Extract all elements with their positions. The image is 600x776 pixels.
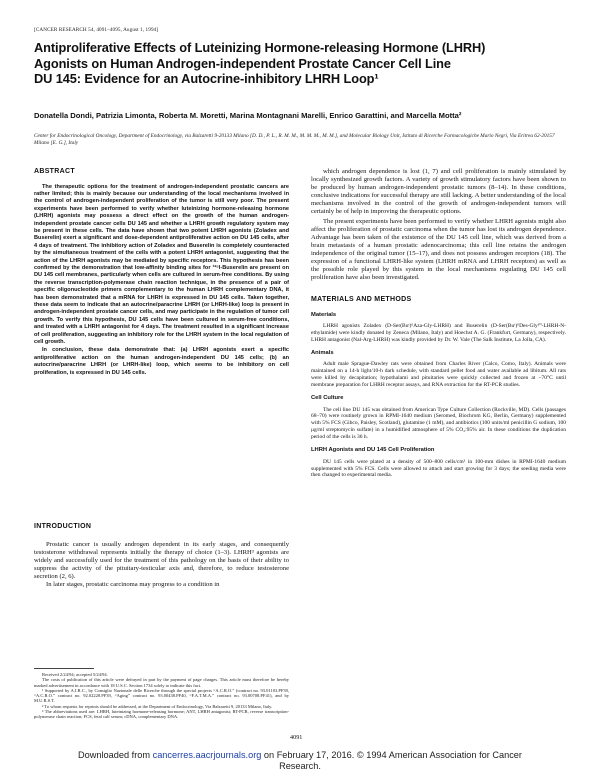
introduction-section	[34, 541, 289, 589]
page-number: 4091	[290, 734, 303, 741]
methods-cell-culture	[311, 395, 566, 441]
footnote: ² To whom requests for reprints should be addressed, at the Department of Endocrinology, Via Balzaretti 9, 20133 Milano, Italy.	[42, 703, 273, 709]
subsection-heading: LHRH Agonists and DU 145 Cell Proliferation	[311, 447, 435, 454]
author-list: Donatella Dondi, Patrizia Limonta, Roberta M. Moretti, Marina Montagnani Marelli, Enrico Garattini, and Marcella Motta²	[34, 111, 462, 120]
methods-proliferation	[311, 447, 566, 479]
abstract-paragraph: In conclusion, these data demonstrate that: (a) LHRH agonists exert a specific antiproliferative action on the human androgen-independent DU 145 cells; (b) an autocrine/paracrine LHRH (or LHRH-like) loop, which seems to be inhibitory on cell proliferation, is expressed in DU 145 cells.	[34, 347, 289, 376]
subsection-text: LHRH agonists Zoladex (D-Ser(Buᵗ)⁶Aza-Gly-LHRH) and Buserelin (D-Ser(Buᵗ)⁶Des-Gly¹⁰-LHRH-N-ethylamide) were kindly donated by Zeneca (Milano, Italy) and Hoechst A. G. (Frankfurt, Germany), respectively. LHRH antagonist (Nal-Arg-LHRH) was kindly provided by Dr. W. Vale (The Salk Institute, La Jolla, CA).	[311, 323, 566, 343]
subsection-text: DU 145 cells were plated at a density of 500–800 cells/cm² in 100-mm dishes in RPMI-1640 medium supplemented with 5% FCS. Cells were allowed to attach and start growing for 3 days; the seeding media were then changed to experimental media.	[311, 458, 566, 479]
download-suffix: on February 17, 2016. © 1994 American Association for Cancer	[261, 750, 522, 760]
subsection-heading: Cell Culture	[311, 394, 344, 401]
introduction-paragraph: Prostatic cancer is usually androgen dependent in its early stages, and consequently testosterone withdrawal represents initially the therapy of choice (1–3). LHRH³ agonists are widely and successfully used for the treatment of this pathology on the basis of their ability to suppress the activity of the pituitary-testicular axis and, therefore, to reduce testosterone secretion (2, 6).	[34, 541, 289, 580]
journal-link[interactable]: cancerres.aacrjournals.org	[152, 750, 262, 760]
abstract-heading: ABSTRACT	[34, 168, 75, 175]
title-line: DU 145: Evidence for an Autocrine-inhibitory LHRH Loop¹	[34, 71, 379, 87]
download-line2: Research.	[279, 761, 321, 771]
methods-materials	[311, 312, 566, 344]
download-notice	[60, 750, 540, 772]
title-line: Agonists on Human Androgen-independent Prostate Cancer Cell Line	[34, 55, 451, 71]
subsection-text: The cell line DU 145 was obtained from American Type Culture Collection (Rockville, MD). Cells (passages 68–70) were routinely grown in RPMI-1640 medium (Seromed, Biochrom KG, Berlin, Germany) supplemented with 5% FCS (Gibco, Paisley, Scotland), glutamine (1 mM), and antibiotics (100 units/ml penicillin G sodium, 100 μg/ml streptomycin sulfate) in a humidified atmosphere of 5% CO₂:95% air. In these conditions the duplication period of the cells is 36 h.	[311, 406, 566, 441]
right-column	[311, 168, 566, 479]
methods-heading: MATERIALS AND METHODS	[311, 296, 412, 303]
body-paragraph: which androgen dependence is lost (1, 7) and cell proliferation is mainly stimulated by locally synthesized growth factors. A variety of growth stimulatory factors have been shown to be produced by human androgen-independent prostatic tumors (8–14). In these conditions, conclusive indications for successful therapy are still lacking. A better understanding of the local mechanisms involved in the control of the growth of androgen-independent tumors will certainly be of help in improving the therapeutic options.	[311, 168, 566, 215]
footnote: The costs of publication of this article were defrayed in part by the payment of page charges. This article must therefore be hereby marked advertisement in accordance with 18 U.S.C. Section 1734 solely to indicate this fact.	[34, 677, 289, 688]
methods-animals	[311, 350, 566, 389]
subsection-heading: Materials	[311, 311, 337, 318]
footnote: ¹ Supported by A.I.R.C., by Consiglio Nazionale delle Ricerche through the special projects “A.C.R.O.” (contract no. 93.01103.PF39, “A.C.R.O.” contract no. 92.02228.PF39, “Aging” contract no. 93.00438.PF40, “F.A.T.M.A.” contract no. 93.00708.PF41), and by M.U.R.S.T.	[34, 687, 289, 704]
footnotes	[34, 672, 289, 720]
footnote: ³ The abbreviations used are: LHRH, luteinizing hormone-releasing hormone; ANT, LHRH antagonist; RT-PCR, reverse transcription-polymerase chain reaction; FCS, fetal calf serum; cDNA, complementary DNA.	[34, 709, 289, 720]
subsection-heading: Animals	[311, 349, 334, 356]
body-paragraph: The present experiments have been performed to verify whether LHRH agonists might also affect the proliferation of prostatic carcinoma when the tumor has lost its androgen dependence. Advantage has been taken of the existence of the DU 145 cell line, which was derived from a brain metastasis of a human prostatic adenocarcinoma; this cell line retains the androgen independence of the original tumor (15–17), and does not possess androgen receptors (18). The expression of a functional LHRH-like system (LHRH mRNA and LHRH receptors) as well as the possible role played by this system in the local mechanisms regulating DU 145 cell proliferation have also been investigated.	[311, 218, 566, 281]
subsection-text: Adult male Sprague-Dawley rats were obtained from Charles River (Calco, Como, Italy). Animals were maintained on a 14-h light/10-h dark schedule, with standard pellet food and water available ad libitum. All rats were killed by decapitation; hypothalami and pituitaries were quickly collected and frozen at −70°C until membrane preparation for LHRH receptor assays, and RNA extraction for the RT-PCR studies.	[311, 361, 566, 389]
author-affiliation: Center for Endocrinological Oncology, Department of Endocrinology, via Balzaretti 9-20133 Milano [D. D., P. L., R. M. M., M. M. M., M. M.], and Molecular Biology Unit, Istituto di Ricerche Farmacologiche Mario Negri, Via Eritrea 62-20157 Milano [E. G.], Italy	[34, 133, 555, 146]
introduction-paragraph: In later stages, prostatic carcinoma may progress to a condition in	[46, 581, 220, 588]
footnote-divider	[34, 668, 94, 669]
download-prefix: Downloaded from	[78, 750, 153, 760]
article-title	[34, 40, 564, 87]
abstract-section	[34, 168, 289, 377]
abstract-paragraph: The therapeutic options for the treatment of androgen-independent prostatic cancers are rather limited; this is mainly because our understanding of the local mechanisms involved in the control of androgen-independent proliferation of the tumor is still very poor. The present experiments have been performed to verify whether luteinizing hormone-releasing hormone (LHRH) agonists may possess a direct effect on the growth of the human androgen-independent prostate cancer cells DU 145 and whether a LHRH growth regulatory system may be present in these cells. The data have shown that two potent LHRH agonists (Zoladex and Buserelin) exert a significant and dose-dependent antiproliferative action on DU 145 cells, after 4 days of treatment. The inhibitory action of Zoladex and Buserelin is completely counteracted by the simultaneous treatment of the cells with a potent LHRH antagonist, suggesting that the action of the LHRH agonists may be mediated by specific receptors. This hypothesis has been confirmed by the demonstration that low-affinity binding sites for ¹²⁵I-Buserelin are present on DU 145 cell membranes, particularly when cells are cultured in serum-free conditions. By using the reverse transcription-polymerase chain reaction technique, in the presence of a pair of specific oligonucleotide primers complementary to the human LHRH complementary DNA, it has been demonstrated that a mRNA for LHRH is expressed in DU 145 cells. Taken together, these data seem to indicate that an autocrine/paracrine LHRH (or LHRH-like) loop is present in androgen-independent prostate cancer cells, and may participate in the regulation of tumor cell growth. To verify this hypothesis, DU 145 cells have been cultured in serum-free conditions, and treated with a LHRH antagonist for 4 days. The treatment resulted in a significant increase of cell proliferation, suggesting an inhibitory role for the LHRH system in the local regulation of cell growth.	[34, 183, 289, 346]
title-line: Antiproliferative Effects of Luteinizing Hormone-releasing Hormone (LHRH)	[34, 40, 486, 55]
journal-header: [CANCER RESEARCH 54, 4091–4095, August 1, 1994]	[34, 27, 159, 33]
introduction-heading: INTRODUCTION	[34, 523, 92, 530]
footnote: Received 2/24/94; accepted 5/24/94.	[42, 672, 108, 677]
